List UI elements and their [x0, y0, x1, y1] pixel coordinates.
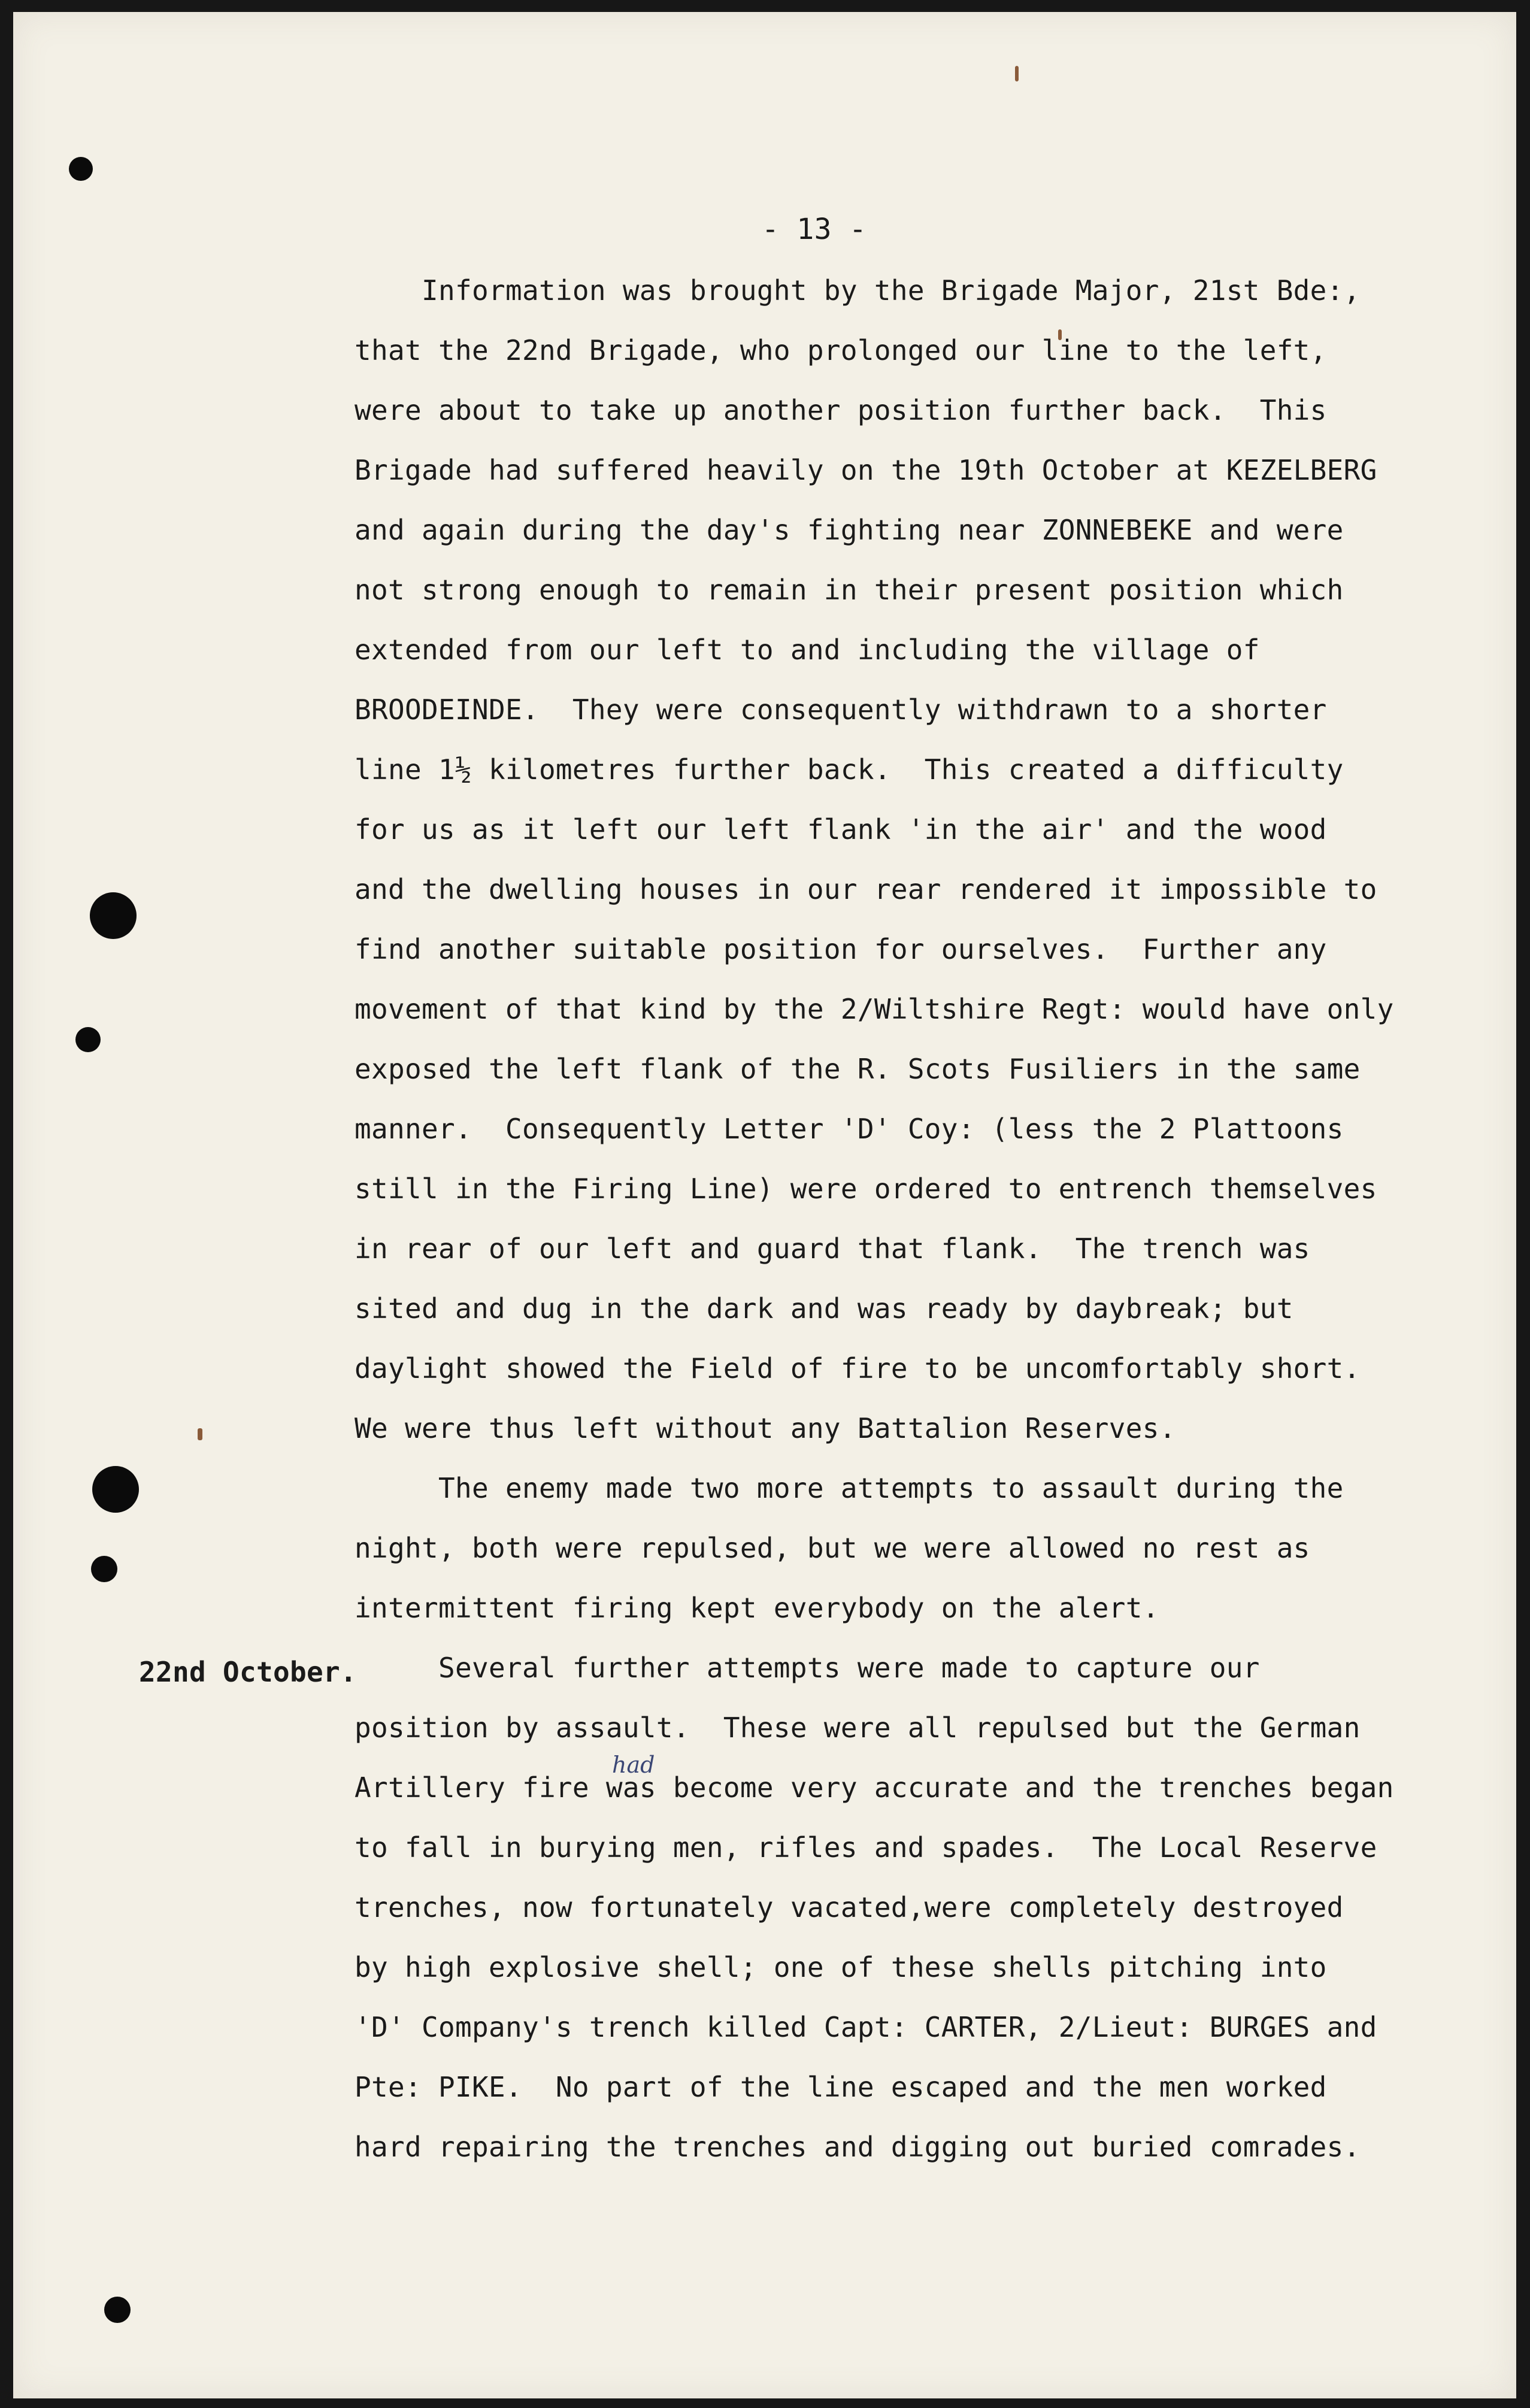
- text-line: We were thus left without any Battalion Reserves.: [355, 1412, 1176, 1444]
- text-line: not strong enough to remain in their present position which: [355, 574, 1344, 606]
- punch-hole: [90, 892, 137, 939]
- text-line: trenches, now fortunately vacated,were completely destroyed: [355, 1891, 1344, 1924]
- text-line: BROODEINDE. They were consequently withdrawn to a shorter: [355, 693, 1327, 726]
- page-number: - 13 -: [762, 213, 867, 246]
- text-line: 'D' Company's trench killed Capt: CARTER, 2/Lieut: BURGES and: [355, 2011, 1377, 2043]
- text-line: extended from our left to and including the village of: [355, 634, 1260, 666]
- text-line: line 1½ kilometres further back. This created a difficulty: [355, 753, 1344, 786]
- text-line: exposed the left flank of the R. Scots Fusiliers in the same: [355, 1053, 1361, 1085]
- text-line: position by assault. These were all repulsed but the German: [355, 1712, 1361, 1744]
- text-line: Pte: PIKE. No part of the line escaped and the men worked: [355, 2071, 1327, 2103]
- text-line: that the 22nd Brigade, who prolonged our line to the left,: [355, 334, 1327, 366]
- text-line: movement of that kind by the 2/Wiltshire Regt: would have only: [355, 993, 1394, 1025]
- paper-mark: [1015, 66, 1019, 81]
- paper-mark: [198, 1428, 202, 1440]
- punch-hole: [92, 1466, 139, 1513]
- punch-hole: [91, 1556, 117, 1582]
- text-line: manner. Consequently Letter 'D' Coy: (less the 2 Plattoons: [355, 1113, 1344, 1145]
- text-line: The enemy made two more attempts to assault during the: [355, 1472, 1344, 1504]
- text-line: night, both were repulsed, but we were allowed no rest as: [355, 1532, 1310, 1564]
- document-page: [13, 12, 1516, 2398]
- text-line: Several further attempts were made to capture our: [355, 1652, 1260, 1684]
- text-line: still in the Firing Line) were ordered to entrench themselves: [355, 1173, 1377, 1205]
- text-line: and the dwelling houses in our rear rendered it impossible to: [355, 873, 1377, 905]
- text-line: sited and dug in the dark and was ready by daybreak; but: [355, 1292, 1293, 1325]
- text-line: Information was brought by the Brigade Major, 21st Bde:,: [355, 274, 1361, 307]
- text-line: by high explosive shell; one of these shells pitching into: [355, 1951, 1327, 1983]
- text-line: Brigade had suffered heavily on the 19th October at KEZELBERG: [355, 454, 1377, 486]
- punch-hole: [75, 1027, 101, 1052]
- punch-hole: [104, 2297, 131, 2323]
- handwritten-annotation: had: [612, 1752, 655, 1778]
- date-label: 22nd October.: [139, 1656, 357, 1688]
- text-line: in rear of our left and guard that flank. The trench was: [355, 1232, 1310, 1265]
- text-line: for us as it left our left flank 'in the air' and the wood: [355, 813, 1327, 846]
- text-line: find another suitable position for ourselves. Further any: [355, 933, 1327, 965]
- text-line: were about to take up another position further back. This: [355, 394, 1327, 426]
- text-line: daylight showed the Field of fire to be uncomfortably short.: [355, 1352, 1361, 1385]
- text-line: intermittent firing kept everybody on the alert.: [355, 1592, 1159, 1624]
- punch-hole: [69, 157, 93, 181]
- text-line: hard repairing the trenches and digging out buried comrades.: [355, 2131, 1361, 2163]
- text-line: to fall in burying men, rifles and spades. The Local Reserve: [355, 1831, 1377, 1864]
- text-line: Artillery fire was become very accurate and the trenches began: [355, 1771, 1394, 1804]
- text-line: and again during the day's fighting near ZONNEBEKE and were: [355, 514, 1344, 546]
